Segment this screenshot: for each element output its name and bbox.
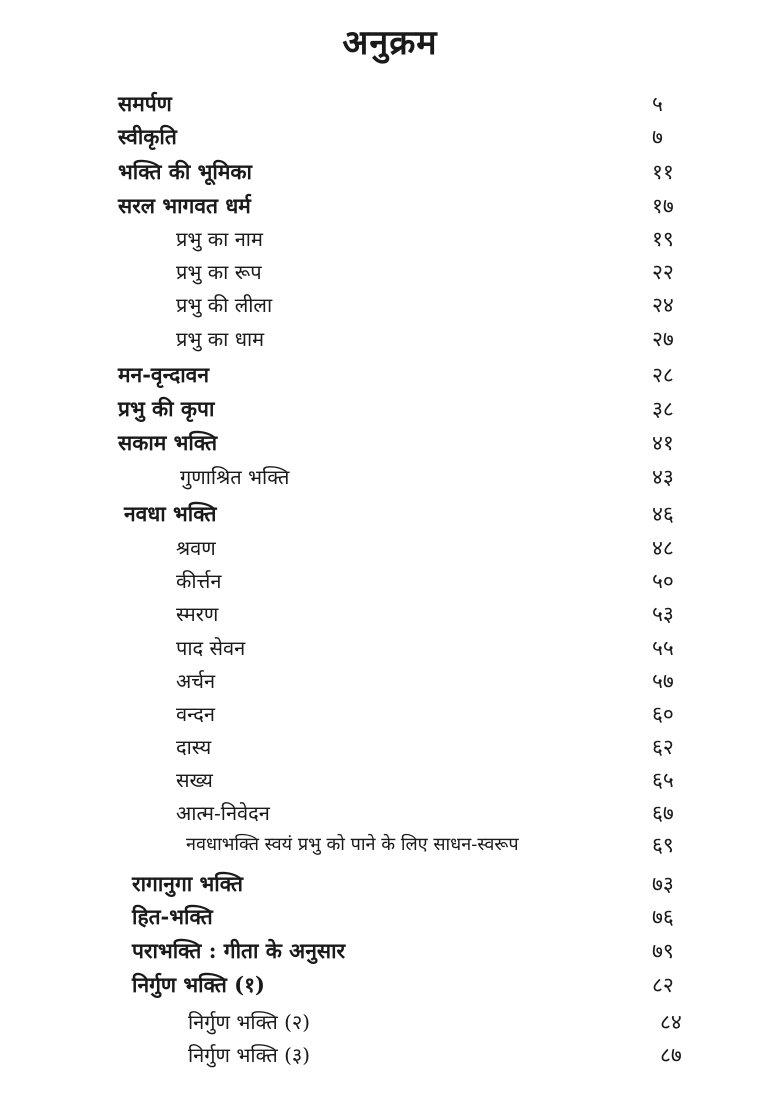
toc-entry-page-number: २८: [652, 363, 674, 387]
toc-entry-label: हित-भक्ति: [132, 904, 213, 929]
toc-entry: [0, 393, 780, 425]
toc-entry: [0, 598, 780, 630]
toc-entry-label: आत्म-निवेदन: [176, 801, 270, 825]
toc-entry-page-number: ८४: [660, 1010, 682, 1034]
toc-entry: [0, 190, 780, 222]
toc-entry-label: वन्दन: [176, 702, 216, 726]
toc-entry: [0, 256, 780, 288]
toc-entry-page-number: ५: [652, 92, 663, 116]
toc-entry: [0, 498, 780, 530]
toc-entry-label: समर्पण: [118, 91, 172, 116]
toc-entry: [0, 698, 780, 730]
toc-entry-label: निर्गुण भक्ति (२): [188, 1010, 311, 1034]
toc-entry: [0, 223, 780, 255]
toc-entry-label: नवधा भक्ति: [124, 501, 217, 526]
toc-entry-label: स्वीकृति: [118, 124, 177, 149]
toc-entry-page-number: ५७: [652, 669, 674, 693]
toc-entry-label: मन-वृन्दावन: [118, 362, 210, 387]
toc-entry-label: प्रभु की लीला: [176, 293, 273, 317]
toc-entry-label: भक्ति की भूमिका: [118, 159, 252, 184]
toc-entry-label: निर्गुण भक्ति (३): [188, 1043, 311, 1067]
toc-entry-page-number: ४३: [652, 465, 674, 489]
toc-entry-label: पाद सेवन: [176, 636, 246, 660]
toc-entry-page-number: १९: [652, 227, 674, 251]
toc-entry-page-number: ६०: [652, 702, 674, 726]
toc-entry-page-number: १७: [652, 194, 674, 218]
toc-entry: [0, 565, 780, 597]
toc-entry-page-number: ६७: [652, 801, 674, 825]
toc-entry-page-number: ७६: [652, 905, 674, 929]
toc-entry-page-number: ५५: [652, 636, 674, 660]
toc-entry-label: कीर्त्तन: [176, 569, 222, 593]
toc-entry-label: नवधाभक्ति स्वयं प्रभु को पाने के लिए साधन-स्वरूप: [186, 834, 519, 855]
toc-entry: [0, 323, 780, 355]
toc-entry: [0, 461, 780, 493]
toc-entry-label: रागानुगा भक्ति: [132, 871, 243, 896]
toc-entry-page-number: २४: [652, 293, 674, 317]
toc-entry-page-number: ५०: [652, 569, 674, 593]
toc-entry-label: श्रवण: [176, 536, 216, 560]
toc-entry-page-number: ६९: [652, 833, 674, 857]
toc-entry-page-number: २२: [652, 260, 674, 284]
toc-entry-label: निर्गुण भक्ति (१): [132, 972, 265, 997]
toc-entry-page-number: ४८: [652, 536, 674, 560]
toc-entry-page-number: ११: [652, 160, 674, 184]
toc-entry: [0, 121, 780, 153]
toc-entry-label: सकाम भक्ति: [118, 430, 218, 455]
toc-entry-label: अर्चन: [176, 669, 216, 693]
toc-entry: [0, 156, 780, 188]
toc-entry-label: प्रभु का रूप: [176, 260, 262, 284]
toc-entry: [0, 901, 780, 933]
toc-entry-label: सरल भागवत धर्म: [118, 193, 251, 218]
toc-entry-label: दास्य: [176, 735, 212, 759]
toc-entry: [0, 829, 780, 861]
toc-entry-page-number: ४६: [652, 502, 674, 526]
toc-entry-label: प्रभु की कृपा: [118, 396, 215, 421]
toc-entry-page-number: २७: [652, 327, 674, 351]
toc-entry: [0, 1006, 780, 1038]
page-title: अनुक्रम: [342, 23, 438, 63]
toc-entry: [0, 665, 780, 697]
toc-entry: [0, 632, 780, 664]
toc-entry-page-number: ७: [652, 125, 663, 149]
toc-entry: [0, 969, 780, 1001]
toc-entry-page-number: ४१: [652, 431, 674, 455]
toc-entry: [0, 764, 780, 796]
toc-entry-label: प्रभु का धाम: [176, 327, 265, 351]
toc-entry: [0, 289, 780, 321]
toc-entry-page-number: ६५: [652, 768, 674, 792]
toc-entry: [0, 359, 780, 391]
toc-entry-label: स्मरण: [176, 602, 219, 626]
toc-entry-page-number: ६२: [652, 735, 674, 759]
toc-entry: [0, 88, 780, 120]
toc-entry: [0, 797, 780, 829]
toc-entry-label: प्रभु का नाम: [176, 227, 263, 251]
toc-entry: [0, 532, 780, 564]
toc-entry-label: सख्य: [176, 768, 213, 792]
toc-entry-page-number: ३८: [652, 397, 674, 421]
toc-entry-label: पराभक्ति : गीता के अनुसार: [132, 938, 346, 963]
toc-entry-page-number: ७९: [652, 939, 674, 963]
toc-entry-label: गुणाश्रित भक्ति: [180, 465, 290, 489]
toc-entry: [0, 868, 780, 900]
toc-entry-page-number: ८२: [652, 973, 674, 997]
toc-entry-page-number: ५३: [652, 602, 674, 626]
toc-entry: [0, 935, 780, 967]
toc-entry: [0, 427, 780, 459]
toc-entry: [0, 1039, 780, 1071]
toc-entry-page-number: ८७: [660, 1043, 682, 1067]
toc-entry-page-number: ७३: [652, 872, 674, 896]
toc-entry: [0, 731, 780, 763]
